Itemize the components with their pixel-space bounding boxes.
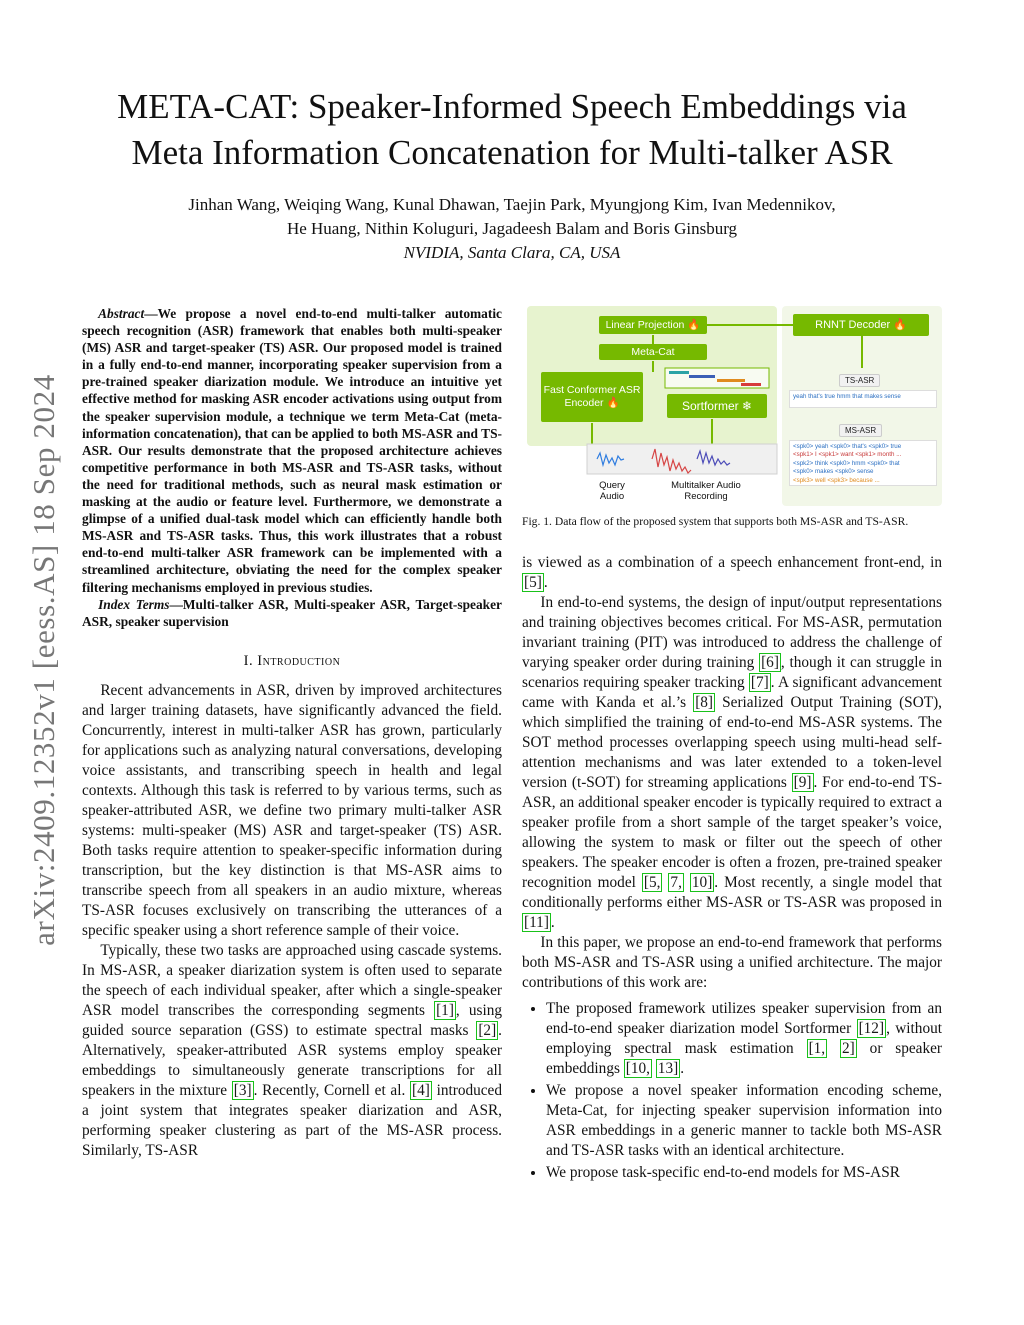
citation-link[interactable]: 2] xyxy=(842,1040,855,1057)
affiliation: NVIDIA, Santa Clara, CA, USA xyxy=(403,243,621,262)
text-run: , though it can struggle in scenarios requiring speaker tracking xyxy=(522,654,942,691)
citation-link[interactable]: [8] xyxy=(695,694,714,711)
right-column xyxy=(522,553,942,1185)
citation-link[interactable]: [7] xyxy=(750,674,769,691)
abstract-text: —We propose a novel end-to-end multi-talker automatic speech recognition (ASR) framework that enables both multi-speaker (MS) ASR and target-speaker (TS) ASR. Our proposed model is trained in a fully end-to-end manner, incorporating speaker supervision from a pre-trained speaker diarization module. We introduce an intuitive yet effective method for masking ASR encoder activations using output from the speaker supervision module, a technique we term Meta-Cat (meta-information concatenation), that can be applied to both MS-ASR and TS-ASR. Our results demonstrate that the proposed architecture achieves competitive performance in both MS-ASR and TS-ASR tasks, without the need for traditional methods, such as neural mask estimation or masking at the audio or feature level. Furthermore, we demonstrate a glimpse of a unified dual-task model which can efficiently handle both MS-ASR and TS-ASR tasks. Thus, this work illustrates that a robust end-to-end multi-talker ASR framework can be implemented with a streamlined architecture, obviating the need for the complex speaker filtering mechanisms employed in previous studies. xyxy=(82,306,502,595)
activation-bar xyxy=(689,375,715,378)
contribution-item: • We propose task-specific end-to-end models for MS-ASR xyxy=(546,1163,942,1183)
text-run: . For end-to-end TS-ASR, an additional speaker encoder is typically required to extract a speaker profile from a short sample of the target speaker’s voice, allowing the system to mask or filter out the speech of other speakers. The speaker encoder is often a frozen, pre-trained speaker recognition model xyxy=(522,774,942,891)
citation-link[interactable]: [10, xyxy=(625,1060,650,1077)
arxiv-identifier: arXiv:2409.12352v1 [eess.AS] 18 Sep 2024 xyxy=(26,374,61,946)
text-run: or speaker embeddings xyxy=(546,1040,943,1077)
citation-link[interactable]: [1, xyxy=(808,1040,826,1057)
ms-line-spk3: <spk3> well <spk3> because ... xyxy=(793,476,880,484)
sortformer-block: Sortformer ❄ xyxy=(667,394,767,418)
section-title: Introduction xyxy=(257,652,341,669)
section-heading-introduction xyxy=(82,651,502,671)
contributions-list xyxy=(522,999,942,1183)
activation-bar xyxy=(669,371,689,374)
title-line-2: Meta Information Concatenation for Multi-talker ASR xyxy=(131,133,893,172)
text-run: , without employing spectral mask estimation xyxy=(546,1020,942,1057)
text-run: . xyxy=(543,574,548,591)
contribution-item xyxy=(546,999,942,1079)
index-terms xyxy=(82,596,502,630)
ms-line-spk0: <spk0> yeah <spk0> that's <spk0> true xyxy=(793,443,902,450)
text-run: is viewed as a combination of a speech enhancement front-end, in xyxy=(522,554,942,571)
abstract-label: Abstract xyxy=(98,306,145,321)
text-run: . Most recently, a single model that conditionally performs either MS-ASR or TS-ASR was proposed in xyxy=(522,874,943,911)
fast-conformer-block: Fast Conformer ASR Encoder 🔥 xyxy=(541,372,643,422)
citation-link[interactable]: [2] xyxy=(478,1021,497,1039)
title-line-1: META-CAT: Speaker-Informed Speech Embeddings via xyxy=(117,87,907,126)
citation-link[interactable]: [1] xyxy=(436,1001,454,1019)
text-run: introduced a joint system that integrates speaker diarization and ASR, performing speaker clustering as part of the MS-ASR process. Similarly, TS-ASR xyxy=(82,1081,502,1159)
text-run: . A significant advancement came with Kanda et al.’s xyxy=(522,674,942,711)
index-terms-text: —Multi-talker ASR, Multi-speaker ASR, Target-speaker ASR, speaker supervision xyxy=(82,596,502,629)
figure-caption: Fig. 1. Data flow of the proposed system that supports both MS-ASR and TS-ASR. xyxy=(522,515,909,528)
text-run: Typically, these two tasks are approached using cascade systems. In MS-ASR, a speaker diarization system is often used to separate the speech of each individual speaker, after which a single-speaker ASR model transcribes the corresponding segments xyxy=(82,941,502,1019)
text-run: . xyxy=(550,914,555,931)
activation-bar xyxy=(717,379,745,382)
right-paragraph-0 xyxy=(522,553,942,593)
citation-link[interactable]: [3] xyxy=(233,1081,252,1099)
linear-projection-block: Linear Projection 🔥 xyxy=(599,316,707,334)
ms-asr-tag: MS-ASR xyxy=(839,424,882,437)
text-run: . Alternatively, speaker-attributed ASR systems employ speaker embeddings to simultaneously generate transcriptions for all speakers in the mixture xyxy=(82,1021,502,1099)
contribution-item: • We propose a novel speaker information encoding scheme, Meta-Cat, for injecting speaker supervision information into ASR embeddings in a generic manner to tackle both MS-ASR and TS-ASR tasks with an identical architecture. xyxy=(546,1081,942,1161)
text-run: , using guided source separation (GSS) to estimate spectral masks xyxy=(82,1001,503,1039)
paper-title xyxy=(60,84,964,176)
citation-link[interactable]: [4] xyxy=(412,1081,430,1099)
text-run: In end-to-end systems, the design of input/output representations and training objectives becomes critical. For MS-ASR, permutation invariant training (PIT) was introduced to address the challenge of varying speaker order during training xyxy=(522,594,942,671)
authors-line-2: He Huang, Nithin Koluguri, Jagadeesh Balam and Boris Ginsburg xyxy=(286,219,738,238)
rnnt-decoder-block: RNNT Decoder 🔥 xyxy=(793,314,929,336)
citation-link[interactable]: [5, xyxy=(643,874,661,891)
text-run: Serialized Output Training (SOT), which simplified the training of end-to-end MS-ASR systems. The SOT method processes overlapping speech using multi-head self-attention mechanisms and was later extended to a token-level version (t-SOT) for streaming applications xyxy=(522,694,942,791)
ms-line-spk1: <spk1> I <spk1> want <spk1> month ... xyxy=(793,451,902,459)
section-number: I. xyxy=(243,652,254,669)
citation-link[interactable]: [9] xyxy=(793,774,812,791)
citation-link[interactable]: 7, xyxy=(670,874,682,891)
ms-asr-output xyxy=(789,440,937,486)
query-audio-label: Query Audio xyxy=(599,480,625,502)
right-paragraph-2: In this paper, we propose an end-to-end framework that performs both MS-ASR and TS-ASR using a unified architecture. The major contributions of this work are: xyxy=(522,934,942,991)
citation-link[interactable]: [6] xyxy=(761,654,779,671)
citation-link[interactable]: [11] xyxy=(524,914,549,931)
abstract xyxy=(82,305,502,596)
intro-paragraph-1: Recent advancements in ASR, driven by improved architectures and larger training datasets, have significantly advanced the field. Concurrently, interest in multi-talker ASR has grown, particularly for applications such as analyzing natural conversations, developing voice assistants, and transcribing speech in health and legal contexts. Although this task is referred to by various terms, such as speaker-attributed ASR, we define two primary multi-talker ASR systems: multi-speaker (MS) ASR and target-speaker (TS) ASR. Both tasks require attention to speaker-specific information during transcription, but the key distinction is that MS-ASR aims to transcribe speech from all speakers in an audio mixture, whereas TS-ASR focuses exclusively on transcribing the utterances of a specific speaker using a short reference sample of their voice. xyxy=(82,681,502,939)
authors-line-1: Jinhan Wang, Weiqing Wang, Kunal Dhawan, Taejin Park, Myungjong Kim, Ivan Medennikov, xyxy=(188,195,836,214)
ts-asr-output: yeah that's true hmm that makes sense xyxy=(789,390,937,408)
text-run: The proposed framework utilizes speaker supervision from an end-to-end speaker diarization model Sortformer xyxy=(546,1000,942,1037)
right-paragraph-1 xyxy=(522,593,942,933)
citation-link[interactable]: 10] xyxy=(691,874,713,891)
citation-link[interactable]: [12] xyxy=(858,1020,885,1037)
citation-link[interactable]: 13] xyxy=(657,1060,679,1077)
text-run: . Recently, Cornell et al. xyxy=(253,1081,411,1099)
citation-link[interactable]: [5] xyxy=(524,574,542,591)
text-run: . xyxy=(680,1060,685,1077)
activation-bar xyxy=(741,383,761,386)
meta-cat-block: Meta-Cat xyxy=(599,344,707,360)
author-list xyxy=(60,193,964,265)
ms-line-spk2: <spk2> think <spk0> hmm <spk0> that xyxy=(793,459,900,467)
left-column xyxy=(82,305,502,1161)
figure-1-diagram xyxy=(527,306,942,506)
multitalker-audio-label: Multitalker Audio Recording xyxy=(671,480,741,502)
intro-paragraph-2 xyxy=(82,941,502,1161)
ts-asr-tag: TS-ASR xyxy=(839,374,880,387)
index-terms-label: Index Terms xyxy=(98,596,170,612)
ms-line-spk0b: <spk0> makes <spk0> sense xyxy=(793,468,874,476)
